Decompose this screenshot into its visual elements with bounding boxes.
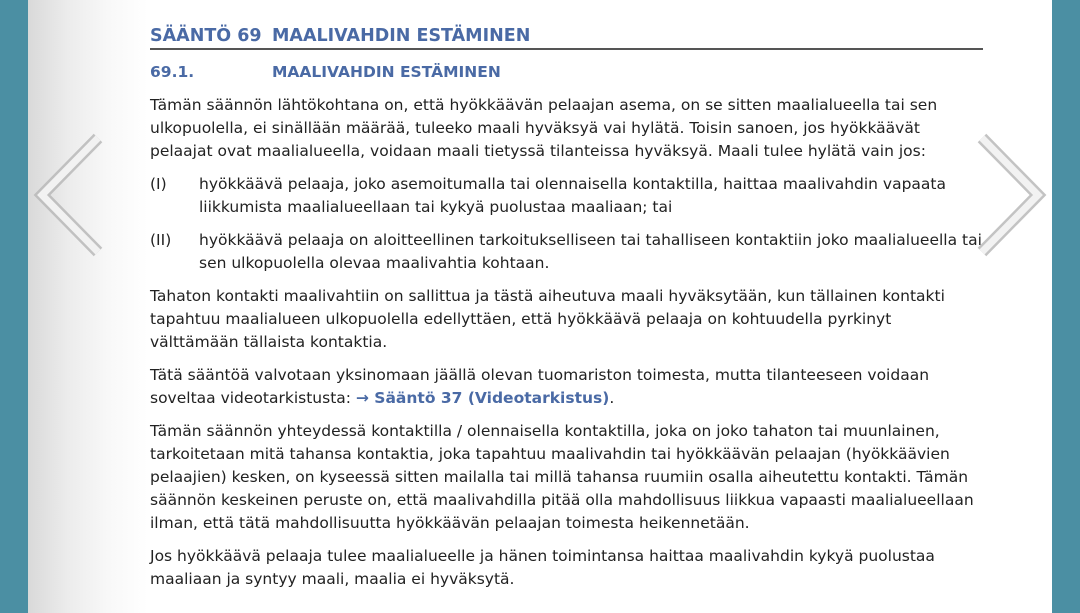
video-review-paragraph: [150, 364, 983, 410]
previous-page-button[interactable]: [30, 130, 110, 260]
chevron-left-icon: [30, 130, 110, 260]
list-item-marker: (I): [150, 175, 167, 193]
section-number: 69.1.: [150, 63, 195, 81]
section-title: MAALIVAHDIN ESTÄMINEN: [272, 63, 501, 81]
list-item-text: hyökkäävä pelaaja on aloitteellinen tarkoitukselliseen tai tahalliseen kontaktiin joko maalialueella tai sen ulkopuolella olevaa maalivahtia kohtaan.: [199, 231, 982, 272]
contact-definition-paragraph: Tämän säännön yhteydessä kontaktilla / olennaisella kontaktilla, joka on joko tahaton tai muunlainen, tarkoitetaan mitä tahansa kontaktia, joka tapahtuu maalivahdin tai hyökkäävän pelaajan (hyökkäävien pelaajien) kesken, on kyseessä sitten mailalla tai millä tahansa ruumiin osalla aiheutettu kontakti. Tämän säännön keskeinen peruste on, että maalivahdilla pitää olla mahdollisuus liikkua vapaasti maalialueellaan ilman, että tätä mahdollisuutta hyökkäävän pelaajan toimesta heikennetään.: [150, 422, 974, 532]
video-review-period: .: [609, 389, 615, 407]
document-content: [150, 0, 983, 591]
rule-heading: [150, 25, 983, 50]
section-heading: [150, 61, 983, 84]
list-item-text: hyökkäävä pelaaja, joko asemoitumalla tai olennaisella kontaktilla, haittaa maalivahdin vapaata liikkumista maalialueellaan tai kykyä puolustaa maaliaan; tai: [199, 175, 947, 216]
rule-title: MAALIVAHDIN ESTÄMINEN: [272, 26, 531, 46]
entering-crease-paragraph: Jos hyökkäävä pelaaja tulee maalialueelle ja hänen toimintansa haittaa maalivahdin kykyä puolustaa maaliaan ja syntyy maali, maalia ei hyväksytä.: [150, 547, 935, 588]
unintentional-contact-paragraph: Tahaton kontakti maalivahtiin on sallittua ja tästä aiheutuva maali hyväksytään, kun tällainen kontakti tapahtuu maalialueen ulkopuolella edellyttäen, että hyökkäävä pelaaja on kohtuudella pyrkinyt välttämään tällaista kontaktia.: [150, 287, 945, 351]
next-page-button[interactable]: [970, 130, 1050, 260]
list-item: [150, 229, 983, 275]
video-review-link[interactable]: → Sääntö 37 (Videotarkistus): [355, 389, 610, 407]
document-page: [28, 0, 1052, 613]
chevron-right-icon: [970, 130, 1050, 260]
list-item-marker: (II): [150, 231, 172, 249]
video-review-text: Tätä sääntöä valvotaan yksinomaan jäällä olevan tuomariston toimesta, mutta tilanteeseen voidaan soveltaa videotarkistusta:: [150, 366, 930, 407]
list-item: [150, 173, 983, 219]
rule-number: SÄÄNTÖ 69: [150, 26, 262, 46]
intro-paragraph: Tämän säännön lähtökohtana on, että hyökkäävän pelaajan asema, on se sitten maalialueella tai sen ulkopuolella, ei sinällään määrää, tuleeko maali hyväksyä vai hylätä. Toisin sanoen, jos hyökkäävät pelaajat ovat maalialueella, voidaan maali tietyssä tilanteissa hyväksyä. Maali tulee hylätä vain jos:: [150, 96, 938, 160]
